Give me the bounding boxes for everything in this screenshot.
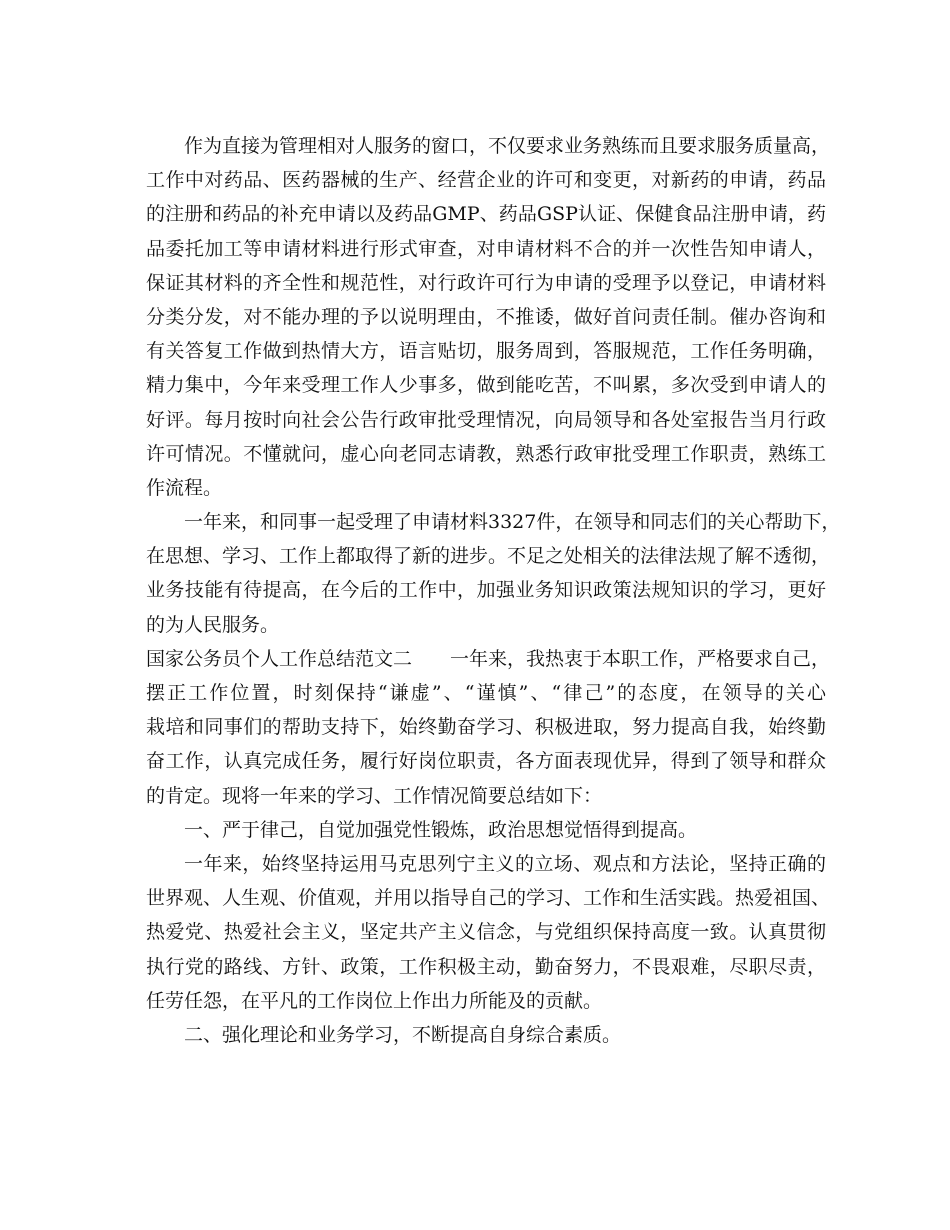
text-line: 品委托加工等申请材料进行形式审查，对申请材料不合的并一次性告知申请人，: [146, 237, 826, 260]
text-line: 分类分发，对不能办理的予以说明理由，不推诿，做好首问责任制。催办咨询和: [146, 305, 826, 328]
text-line: 有关答复工作做到热情大方，语言贴切，服务周到，答服规范，工作任务明确，: [146, 340, 826, 363]
text-line: 好评。每月按时向社会公告行政审批受理情况，向局领导和各处室报告当月行政: [146, 408, 826, 431]
text-line: 奋工作，认真完成任务，履行好岗位职责，各方面表现优异，得到了领导和群众: [146, 750, 826, 773]
text-line: 作为直接为管理相对人服务的窗口，不仅要求业务熟练而且要求服务质量高，: [184, 135, 831, 157]
text-line: 一年来，和同事一起受理了申请材料3327件，在领导和同志们的关心帮助下，: [184, 511, 841, 534]
text-line: 世界观、人生观、价值观，并用以指导自己的学习、工作和生活实践。热爱祖国、: [146, 887, 831, 910]
text-line: 一、严于律己，自觉加强党性锻炼，政治思想觉悟得到提高。: [184, 818, 698, 841]
text-line: 工作中对药品、医药器械的生产、经营企业的许可和变更，对新药的申请，药品: [146, 169, 826, 192]
text-line: 业务技能有待提高，在今后的工作中，加强业务知识政策法规知识的学习，更好: [146, 579, 826, 602]
text-line: 国家公务员个人工作总结范文二 一年来，我热衷于本职工作，严格要求自己，: [146, 647, 831, 670]
text-line: 热爱党、热爱社会主义，坚定共产主义信念，与党组织保持高度一致。认真贯彻: [146, 921, 826, 944]
text-line: 的为人民服务。: [146, 613, 280, 636]
text-line: 执行党的路线、方针、政策，工作积极主动，勤奋努力，不畏艰难，尽职尽责，: [146, 955, 826, 978]
text-line: 任劳任怨，在平凡的工作岗位上作出力所能及的贡献。: [146, 989, 603, 1012]
document-body: [146, 129, 841, 1052]
text-line: 摆正工作位置，时刻保持“谦虚”、“谨慎”、“律己”的态度，在领导的关心: [146, 682, 826, 704]
text-line: 一年来，始终坚持运用马克思列宁主义的立场、观点和方法论，坚持正确的: [184, 852, 826, 875]
text-line: 在思想、学习、工作上都取得了新的进步。不足之处相关的法律法规了解不透彻，: [146, 545, 831, 568]
text-line: 保证其材料的齐全性和规范性，对行政许可行为申请的受理予以登记，申请材料: [146, 271, 826, 294]
text-line: 栽培和同事们的帮助支持下，始终勤奋学习、积极进取，努力提高自我，始终勤: [146, 716, 826, 739]
text-line: 的注册和药品的补充申请以及药品GMP、药品GSP认证、保健食品注册申请，药: [146, 203, 826, 226]
text-line: 二、强化理论和业务学习，不断提高自身综合素质。: [184, 1023, 622, 1046]
text-line: 许可情况。不懂就问，虚心向老同志请教，熟悉行政审批受理工作职责，熟练工: [146, 442, 826, 465]
text-line: 精力集中，今年来受理工作人少事多，做到能吃苦，不叫累，多次受到申请人的: [146, 374, 826, 397]
text-line: 作流程。: [146, 476, 223, 499]
text-line: 的肯定。现将一年来的学习、工作情况简要总结如下：: [146, 784, 603, 807]
